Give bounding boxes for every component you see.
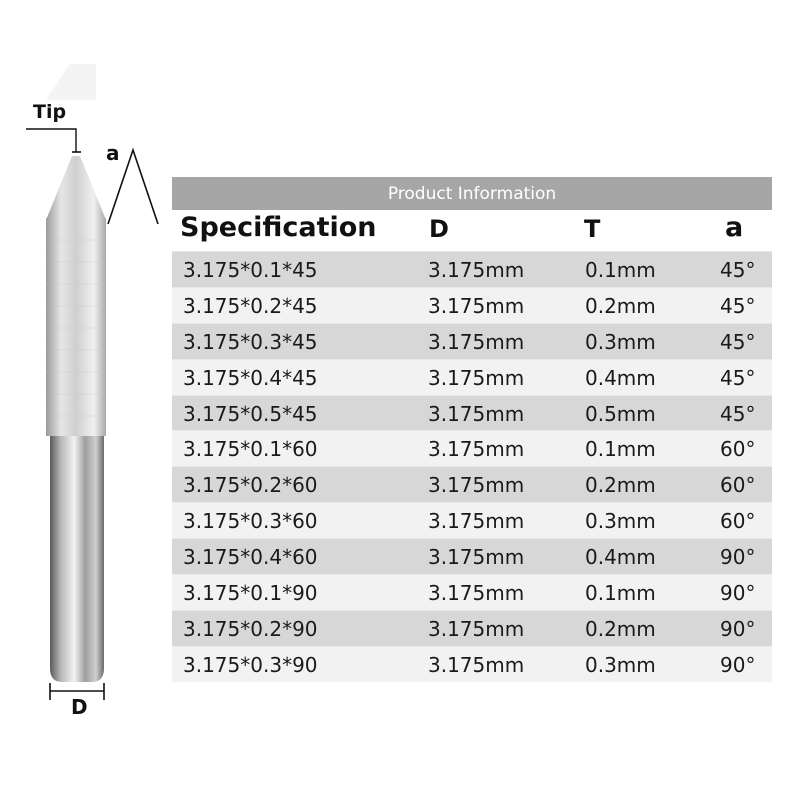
tool-tip-cone (46, 156, 106, 220)
cell-specification: 3.175*0.2*45 (183, 293, 318, 318)
cell-d: 3.175mm (428, 329, 525, 354)
cell-t: 0.2mm (585, 293, 656, 318)
table-body (172, 251, 772, 682)
header-d: D (429, 215, 449, 243)
cell-d: 3.175mm (428, 545, 525, 570)
cell-a: 45° (720, 293, 756, 318)
cell-d: 3.175mm (428, 365, 525, 390)
angle-label: a (106, 141, 120, 165)
table-row (172, 466, 772, 502)
header-a: a (725, 212, 744, 243)
cell-d: 3.175mm (428, 258, 525, 282)
table-row (172, 646, 772, 682)
product-information-table (172, 177, 772, 680)
cell-d: 3.175mm (428, 581, 525, 606)
cell-a: 90° (720, 581, 756, 606)
table-row (172, 395, 772, 431)
cell-specification: 3.175*0.3*45 (183, 329, 318, 354)
cell-t: 0.1mm (585, 437, 656, 462)
cell-a: 60° (720, 509, 756, 534)
cell-d: 3.175mm (428, 401, 525, 426)
table-row (172, 430, 772, 466)
cell-a: 60° (720, 473, 756, 498)
cell-t: 0.4mm (585, 545, 656, 570)
diameter-label: D (71, 695, 88, 719)
tool-cutting-body (46, 218, 106, 436)
cell-specification: 3.175*0.3*90 (183, 652, 318, 677)
cell-specification: 3.175*0.1*90 (183, 581, 318, 606)
header-t: T (584, 215, 601, 243)
cell-a: 45° (720, 365, 756, 390)
cell-d: 3.175mm (428, 437, 525, 462)
cell-specification: 3.175*0.4*45 (183, 365, 318, 390)
cell-t: 0.5mm (585, 401, 656, 426)
tip-leader-line (26, 129, 76, 152)
cell-specification: 3.175*0.2*90 (183, 616, 318, 641)
header-specification: Specification (180, 212, 377, 243)
cell-a: 45° (720, 401, 756, 426)
cell-a: 90° (720, 545, 756, 570)
table-row (172, 251, 772, 287)
cell-d: 3.175mm (428, 473, 525, 498)
tool-shank (50, 436, 104, 682)
cell-t: 0.3mm (585, 509, 656, 534)
cell-a: 45° (720, 329, 756, 354)
table-row (172, 610, 772, 646)
table-row (172, 502, 772, 538)
cell-d: 3.175mm (428, 509, 525, 534)
table-row (172, 538, 772, 574)
cell-t: 0.3mm (585, 652, 656, 677)
cell-a: 90° (720, 652, 756, 677)
cell-t: 0.1mm (585, 258, 656, 282)
cell-specification: 3.175*0.2*60 (183, 473, 318, 498)
table-row (172, 323, 772, 359)
cell-a: 90° (720, 616, 756, 641)
cell-specification: 3.175*0.3*60 (183, 509, 318, 534)
table-header-row (172, 210, 772, 248)
cell-a: 60° (720, 437, 756, 462)
cell-a: 45° (720, 258, 756, 282)
cell-t: 0.2mm (585, 616, 656, 641)
cell-specification: 3.175*0.5*45 (183, 401, 318, 426)
cell-d: 3.175mm (428, 293, 525, 318)
table-row (172, 359, 772, 395)
cell-t: 0.3mm (585, 329, 656, 354)
cell-specification: 3.175*0.1*45 (183, 258, 318, 282)
cell-d: 3.175mm (428, 652, 525, 677)
cell-t: 0.4mm (585, 365, 656, 390)
tip-label: Tip (33, 101, 67, 123)
cell-specification: 3.175*0.1*60 (183, 437, 318, 462)
cell-d: 3.175mm (428, 616, 525, 641)
tool-reflection (46, 64, 96, 100)
cell-t: 0.1mm (585, 581, 656, 606)
cell-specification: 3.175*0.4*60 (183, 545, 318, 570)
cell-t: 0.2mm (585, 473, 656, 498)
table-row (172, 574, 772, 610)
table-title-bar (172, 177, 772, 210)
table-title: Product Information (387, 184, 557, 204)
table-row (172, 287, 772, 323)
